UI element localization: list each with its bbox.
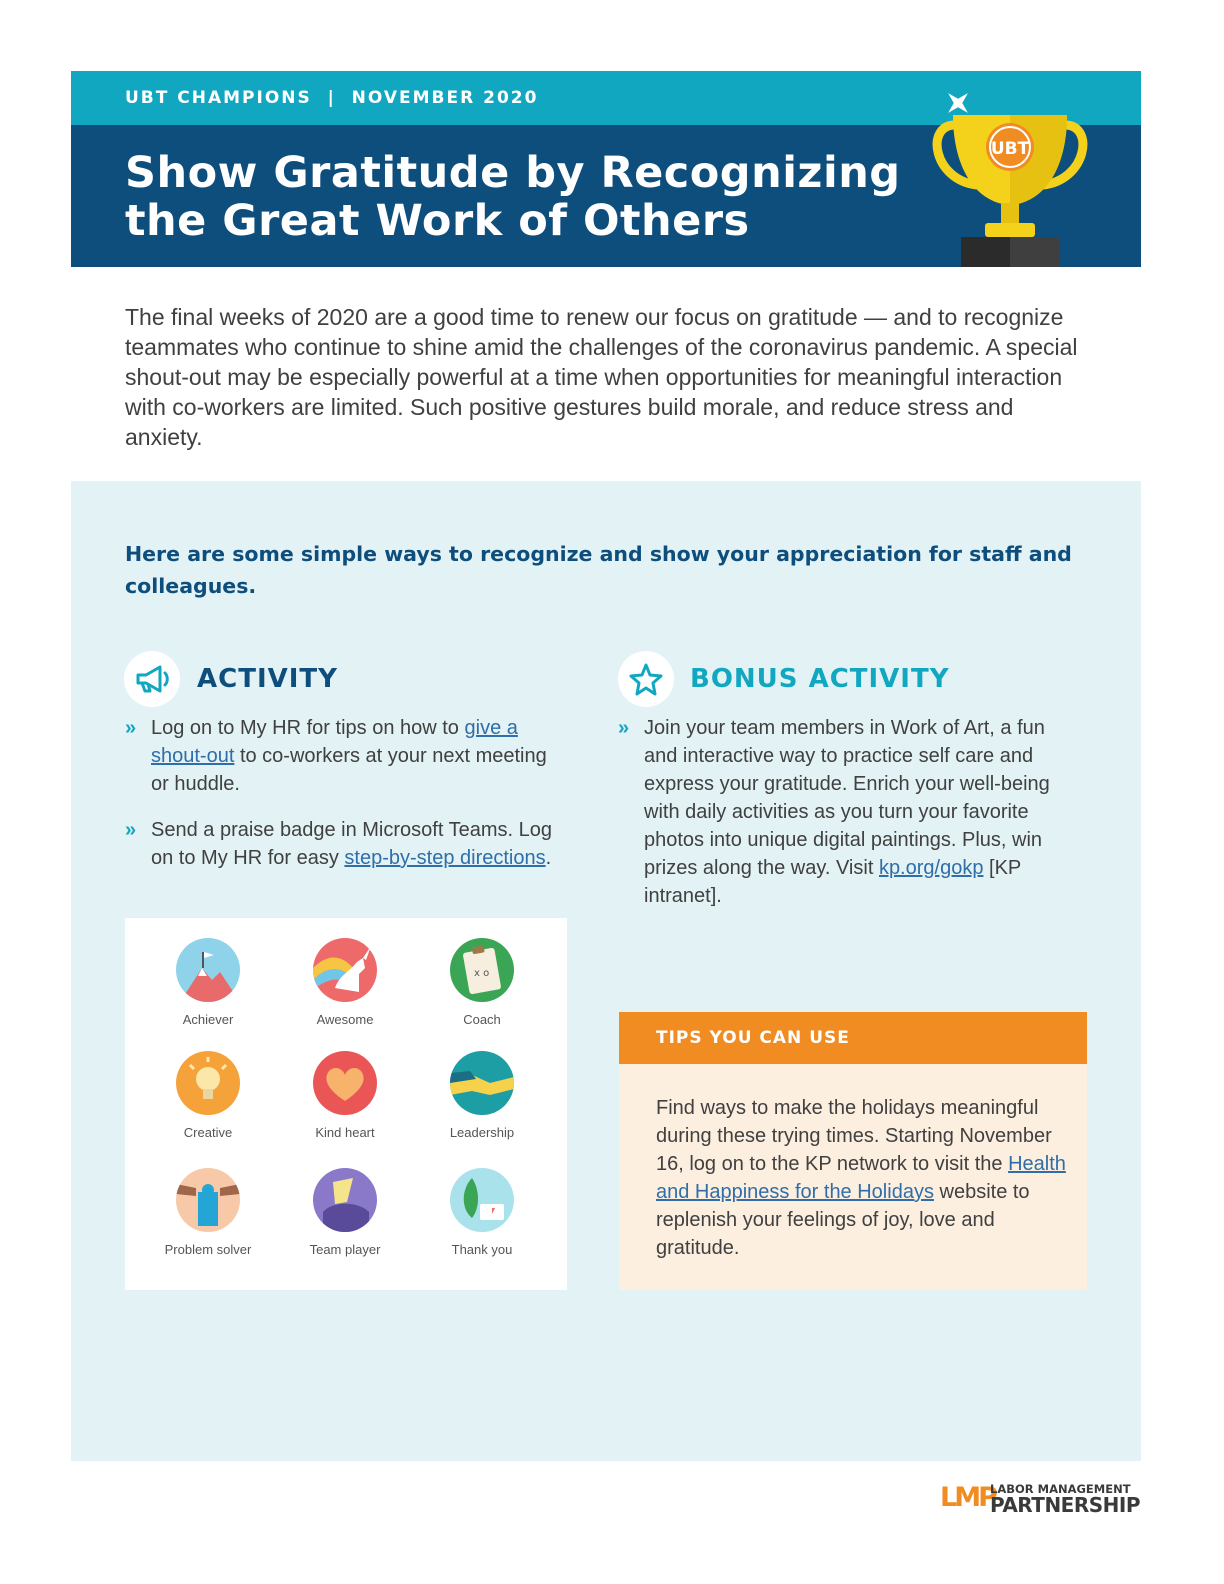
handshake-icon (450, 1051, 514, 1115)
badge-achiever (148, 938, 268, 1027)
tips-header (619, 1012, 1087, 1064)
badge-label: Problem solver (164, 1242, 252, 1257)
badge-leadership (422, 1051, 542, 1140)
badge-label: Team player (309, 1242, 381, 1257)
lead-heading: Here are some simple ways to recognize and show your appreciation for staff and colleagues. (125, 542, 1072, 598)
lightbulb-icon (176, 1051, 240, 1115)
svg-text:x o: x o (474, 968, 490, 979)
badge-creative (148, 1051, 268, 1140)
tips-text-start: Find ways to make the holidays meaningful during these trying times. Starting November 16, log on to the KP network to visit the (656, 1097, 1052, 1175)
activity-title: ACTIVITY (197, 664, 338, 694)
tips-title: TIPS YOU CAN USE (656, 1028, 850, 1048)
eyebrow-text: UBT CHAMPIONS | NOVEMBER 2020 (125, 88, 539, 108)
page-title: Show Gratitude by Recognizing the Great Work of Others (125, 148, 901, 246)
badge-label: Achiever (182, 1012, 234, 1027)
list-item (125, 714, 570, 798)
badge-label: Leadership (449, 1125, 515, 1140)
kp-gokp-link[interactable]: kp.org/gokp (878, 857, 984, 879)
activity-item-1-text-end: to co-workers at your next meeting or huddle. (151, 745, 547, 795)
logo-mark: LMP (940, 1482, 995, 1513)
activity-item-2-text-end: . (545, 847, 552, 869)
list-item (125, 816, 570, 872)
bonus-list (618, 714, 1058, 928)
badge-label: Coach (463, 1012, 501, 1027)
puzzle-icon (176, 1168, 240, 1232)
clipboard-icon (450, 938, 514, 1002)
intro-paragraph: The final weeks of 2020 are a good time to renew our focus on gratitude — and to recognize teammates who continue to shine amid the challenges of the coronavirus pandemic. A special shout-out may be especially powerful at a time when opportunities for meaningful interaction with co-workers are limited. Such positive gestures build morale, and reduce stress and anxiety. (125, 304, 1078, 450)
mountain-icon (176, 938, 240, 1002)
praise-badges-grid (125, 918, 567, 1290)
trophy-icon (925, 85, 1095, 267)
list-item (618, 714, 1058, 910)
logo-line-1: LABOR MANAGEMENT (990, 1482, 1131, 1496)
star-icon (618, 651, 674, 707)
activity-list (125, 714, 570, 890)
team-icon (313, 1168, 377, 1232)
badge-label: Creative (183, 1125, 233, 1140)
heart-icon (313, 1051, 377, 1115)
badge-team-player (285, 1168, 405, 1257)
badge-awesome (285, 938, 405, 1027)
badge-problem-solver (148, 1168, 268, 1257)
health-happiness-link[interactable]: Health and Happiness for the Holidays (656, 1153, 1066, 1203)
logo-line-2: PARTNERSHIP (990, 1493, 1140, 1517)
bonus-item-1-text-end: [KP intranet]. (644, 857, 1021, 907)
activity-item-1-text: Log on to My HR for tips on how to (151, 717, 465, 739)
badge-label: Awesome (316, 1012, 374, 1027)
plant-icon (450, 1168, 514, 1232)
badge-kind-heart (285, 1051, 405, 1140)
badge-label: Kind heart (315, 1125, 375, 1140)
trophy-badge-text: UBT (990, 139, 1030, 159)
step-by-step-directions-link[interactable]: step-by-step directions (344, 847, 546, 869)
give-shout-out-link[interactable]: give a shout-out (151, 717, 518, 767)
unicorn-icon (313, 938, 377, 1002)
tips-body (619, 1064, 1087, 1290)
tips-text-end: website to replenish your feelings of joy, love and gratitude. (656, 1181, 1030, 1259)
badge-label: Thank you (451, 1242, 513, 1257)
tips-text (656, 1094, 1066, 1262)
megaphone-icon (124, 651, 180, 707)
bonus-item-1-text: Join your team members in Work of Art, a fun and interactive way to practice self care and express your gratitude. Enrich your well-being with daily activities as you turn your favorite photos into unique digital paintings. Plus, win prizes along the way. Visit (644, 717, 1050, 879)
activity-item-2-text: Send a praise badge in Microsoft Teams. Log on to My HR for easy (151, 819, 552, 869)
badge-coach (422, 938, 542, 1027)
bonus-activity-title: BONUS ACTIVITY (690, 664, 950, 694)
badge-thank-you (422, 1168, 542, 1257)
lmp-logo (940, 1482, 1145, 1517)
